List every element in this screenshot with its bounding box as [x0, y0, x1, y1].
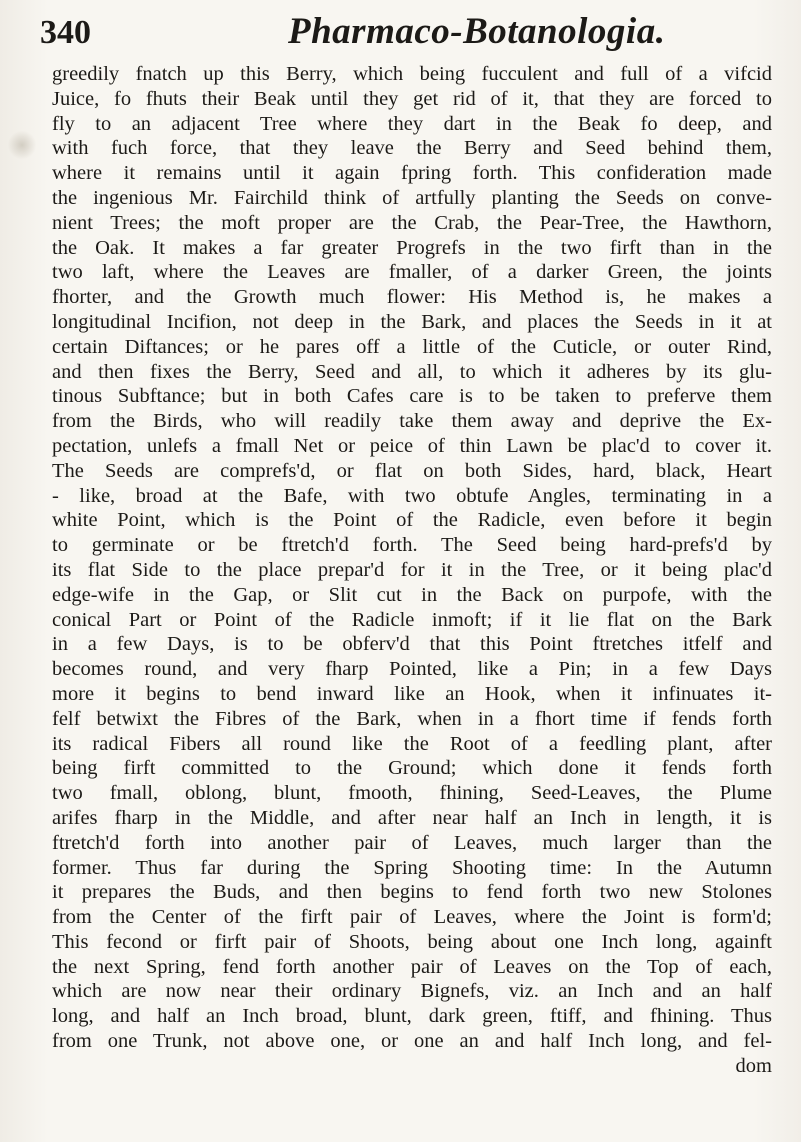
- text-line: long, and half an Inch broad, blunt, dark green, ftiff, and fhining. Thus: [52, 1005, 772, 1028]
- text-line: certain Diftances; or he pares off a little of the Cuticle, or outer Rind,: [52, 335, 772, 358]
- text-line: its flat Side to the place prepar'd for it in the Tree, or it being plac'd: [52, 558, 772, 581]
- text-line: with fuch force, that they leave the Berry and Seed behind them,: [52, 137, 772, 160]
- text-line: dom: [735, 1054, 772, 1077]
- text-line: edge-wife in the Gap, or Slit cut in the Back on purpofe, with the: [52, 583, 772, 606]
- text-line: from one Trunk, not above one, or one an and half Inch long, and fel-: [52, 1030, 772, 1053]
- text-line: Juice, fo fhuts their Beak until they get rid of it, that they are forced to: [52, 87, 772, 110]
- text-line: its radical Fibers all round like the Root of a feedling plant, after: [52, 732, 772, 755]
- running-title: Pharmaco-Botanologia.: [288, 11, 666, 52]
- text-line: The Seeds are comprefs'd, or flat on both Sides, hard, black, Heart: [52, 459, 772, 482]
- text-line: fhorter, and the Growth much flower: His Method is, he makes a: [52, 286, 772, 309]
- text-line: becomes round, and very fharp Pointed, like a Pin; in a few Days: [52, 658, 772, 681]
- text-line: the Oak. It makes a far greater Progrefs in the two firft than in the: [52, 236, 772, 259]
- text-line: former. Thus far during the Spring Shooting time: In the Autumn: [52, 856, 772, 879]
- text-line: and then fixes the Berry, Seed and all, to which it adheres by its glu-: [52, 360, 772, 383]
- text-line: longitudinal Incifion, not deep in the Bark, and places the Seeds in it at: [52, 310, 772, 333]
- text-line: - like, broad at the Bafe, with two obtufe Angles, terminating in a: [52, 484, 772, 507]
- text-line: in a few Days, is to be obferv'd that this Point ftretches itfelf and: [52, 633, 772, 656]
- text-line: the next Spring, fend forth another pair of Leaves on the Top of each,: [52, 955, 772, 978]
- page-number: 340: [40, 14, 91, 51]
- text-line: more it begins to bend inward like an Hook, when it infinuates it-: [52, 682, 772, 705]
- text-line: tinous Subftance; but in both Cafes care is to be taken to preferve them: [52, 385, 772, 408]
- page-header: [40, 10, 770, 56]
- text-line: which are now near their ordinary Bignefs, viz. an Inch and an half: [52, 980, 772, 1003]
- text-line: arifes fharp in the Middle, and after near half an Inch in length, it is: [52, 806, 772, 829]
- text-line: conical Part or Point of the Radicle inmoft; if it lie flat on the Bark: [52, 608, 772, 631]
- text-line: from the Center of the firft pair of Leaves, where the Joint is form'd;: [52, 906, 772, 929]
- text-line: to germinate or be ftretch'd forth. The Seed being hard-prefs'd by: [52, 534, 772, 557]
- text-line: felf betwixt the Fibres of the Bark, when in a fhort time if fends forth: [52, 707, 772, 730]
- text-line: it prepares the Buds, and then begins to fend forth two new Stolones: [52, 881, 772, 904]
- text-line: nient Trees; the moft proper are the Crab, the Pear-Tree, the Hawthorn,: [52, 211, 772, 234]
- text-line: being firft committed to the Ground; which done it fends forth: [52, 757, 772, 780]
- text-line: where it remains until it again fpring forth. This confideration made: [52, 162, 772, 185]
- text-line: white Point, which is the Point of the Radicle, even before it begin: [52, 509, 772, 532]
- body-text: [52, 62, 772, 1079]
- text-line: from the Birds, who will readily take them away and deprive the Ex-: [52, 410, 772, 433]
- text-line: the ingenious Mr. Fairchild think of artfully planting the Seeds on conve-: [52, 186, 772, 209]
- text-line: two laft, where the Leaves are fmaller, of a darker Green, the joints: [52, 261, 772, 284]
- text-line: ftretch'd forth into another pair of Leaves, much larger than the: [52, 831, 772, 854]
- text-line: This fecond or firft pair of Shoots, being about one Inch long, againft: [52, 930, 772, 953]
- text-line: two fmall, oblong, blunt, fmooth, fhining, Seed-Leaves, the Plume: [52, 782, 772, 805]
- paper-stain: [8, 130, 36, 160]
- text-line: pectation, unlefs a fmall Net or peice of thin Lawn be plac'd to cover it.: [52, 434, 772, 457]
- text-line: fly to an adjacent Tree where they dart in the Beak fo deep, and: [52, 112, 772, 135]
- text-line: greedily fnatch up this Berry, which being fucculent and full of a vifcid: [52, 63, 772, 85]
